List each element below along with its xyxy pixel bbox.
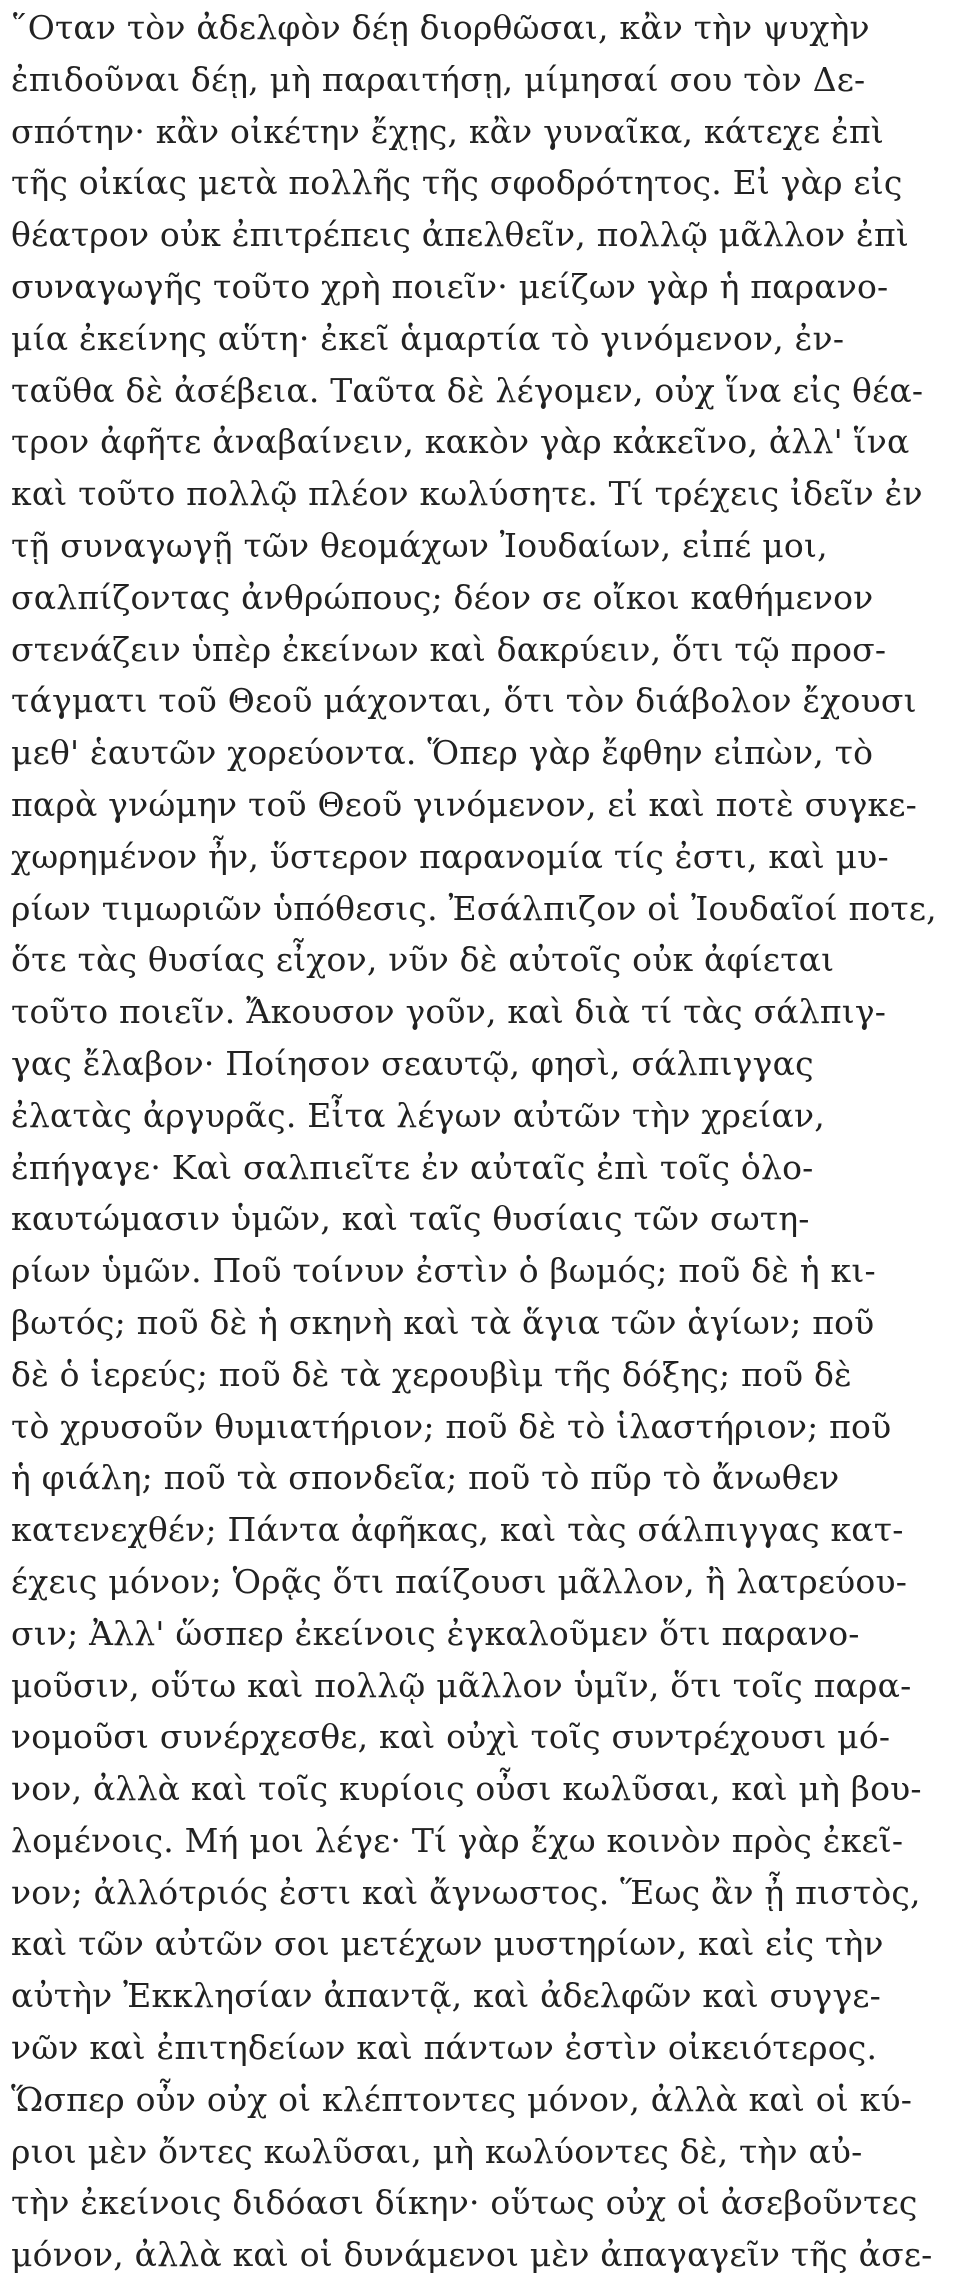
text-line: θέατρον οὐκ ἐπιτρέπεις ἀπελθεῖν, πολλῷ μᾶλλον ἐπὶ <box>11 215 909 255</box>
text-line: τῆς οἰκίας μετὰ πολλῆς τῆς σφοδρότητος. Εἰ γὰρ εἰς <box>11 163 903 203</box>
text-line: τοῦτο ποιεῖν. Ἄκουσον γοῦν, καὶ διὰ τί τὰς σάλπιγ- <box>11 992 887 1032</box>
text-line: παρὰ γνώμην τοῦ Θεοῦ γινόμενον, εἰ καὶ ποτὲ συγκε- <box>11 784 918 824</box>
text-line: τάγματι τοῦ Θεοῦ μάχονται, ὅτι τὸν διάβολον ἔχουσι <box>11 681 917 721</box>
text-line: σαλπίζοντας ἀνθρώπους; δέον σε οἴκοι καθήμενον <box>11 577 874 617</box>
text-line: συναγωγῆς τοῦτο χρὴ ποιεῖν· μείζων γὰρ ἡ παρανο- <box>11 266 889 306</box>
text-line: νῶν καὶ ἐπιτηδείων καὶ πάντων ἐστὶν οἰκειότερος. <box>11 2028 878 2068</box>
text-line: Ὥσπερ οὖν οὐχ οἱ κλέπτοντες μόνον, ἀλλὰ καὶ οἱ κύ- <box>11 2079 913 2119</box>
text-line: νον; ἀλλότριός ἐστι καὶ ἄγνωστος. Ἕως ἂν ᾖ πιστὸς, <box>11 1872 921 1912</box>
text-line: τρον ἀφῆτε ἀναβαίνειν, κακὸν γὰρ κἀκεῖνο, ἀλλ' ἵνα <box>11 422 910 462</box>
text-line: σπότην· κἂν οἰκέτην ἔχῃς, κἂν γυναῖκα, κάτεχε ἐπὶ <box>11 111 885 151</box>
text-line: έχεις μόνον; Ὁρᾷς ὅτι παίζουσι μᾶλλον, ἢ λατρεύου- <box>11 1561 908 1601</box>
text-line: ῞Οταν τὸν ἀδελφὸν δέῃ διορθῶσαι, κἂν τὴν ψυχὴν <box>11 8 870 47</box>
text-line: αὐτὴν Ἐκκλησίαν ἀπαντᾷ, καὶ ἀδελφῶν καὶ συγγε- <box>11 1976 882 2016</box>
text-line: δὲ ὁ ἱερεύς; ποῦ δὲ τὰ χερουβὶμ τῆς δόξης; ποῦ δὲ <box>11 1354 852 1394</box>
text-line: τὴν ἐκείνοις διδόασι δίκην· οὕτως οὐχ οἱ ἀσεβοῦντες <box>11 2183 918 2223</box>
text-line: σιν; Ἀλλ' ὥσπερ ἐκείνοις ἐγκαλοῦμεν ὅτι παρανο- <box>11 1613 860 1653</box>
text-line: ἐπήγαγε· Καὶ σαλπιεῖτε ἐν αὐταῖς ἐπὶ τοῖς ὁλο- <box>11 1147 814 1187</box>
text-line: ρίων τιμωριῶν ὑπόθεσις. Ἐσάλπιζον οἱ Ἰουδαῖοί ποτε, <box>11 888 937 928</box>
text-line: χωρημένον ἦν, ὕστερον παρανομία τίς ἐστι, καὶ μυ- <box>11 836 889 876</box>
text-line: βωτός; ποῦ δὲ ἡ σκηνὴ καὶ τὰ ἅγια τῶν ἁγίων; ποῦ <box>11 1302 875 1342</box>
text-line: γας ἔλαβον· Ποίησον σεαυτῷ, φησὶ, σάλπιγγας <box>11 1043 814 1083</box>
text-line: ταῦθα δὲ ἀσέβεια. Ταῦτα δὲ λέγομεν, οὐχ ἵνα εἰς θέα- <box>11 370 924 410</box>
text-line: νον, ἀλλὰ καὶ τοῖς κυρίοις οὖσι κωλῦσαι, καὶ μὴ βου- <box>11 1769 922 1809</box>
text-line: καυτώμασιν ὑμῶν, καὶ ταῖς θυσίαις τῶν σωτη- <box>11 1199 810 1239</box>
text-line: ὅτε τὰς θυσίας εἶχον, νῦν δὲ αὐτοῖς οὐκ ἀφίεται <box>11 940 835 980</box>
text-line: καὶ τῶν αὐτῶν σοι μετέχων μυστηρίων, καὶ εἰς τὴν <box>11 1924 884 1964</box>
text-line: ἡ φιάλη; ποῦ τὰ σπονδεῖα; ποῦ τὸ πῦρ τὸ ἄνωθεν <box>11 1458 840 1498</box>
body-text <box>11 2 951 2281</box>
text-line: τὸ χρυσοῦν θυμιατήριον; ποῦ δὲ τὸ ἱλαστήριον; ποῦ <box>11 1406 892 1446</box>
text-line: νομοῦσι συνέρχεσθε, καὶ οὐχὶ τοῖς συντρέχουσι μό- <box>11 1717 891 1757</box>
text-line: μόνον, ἀλλὰ καὶ οἱ δυνάμενοι μὲν ἀπαγαγεῖν τῆς ἀσε- <box>11 2235 933 2275</box>
text-line: ριοι μὲν ὄντες κωλῦσαι, μὴ κωλύοντες δὲ, τὴν αὐ- <box>11 2131 863 2171</box>
text-line: ρίων ὑμῶν. Ποῦ τοίνυν ἐστὶν ὁ βωμός; ποῦ δὲ ἡ κι- <box>11 1251 876 1291</box>
text-line: μοῦσιν, οὕτω καὶ πολλῷ μᾶλλον ὑμῖν, ὅτι τοῖς παρα- <box>11 1665 912 1705</box>
text-line: μεθ' ἑαυτῶν χορεύοντα. Ὅπερ γὰρ ἔφθην εἰπὼν, τὸ <box>11 733 874 773</box>
text-line: τῇ συναγωγῇ τῶν θεομάχων Ἰουδαίων, εἰπέ μοι, <box>11 525 828 565</box>
text-line: ἐπιδοῦναι δέῃ, μὴ παραιτήσῃ, μίμησαί σου τὸν Δε- <box>11 59 866 99</box>
text-line: ἐλατὰς ἀργυρᾶς. Εἶτα λέγων αὐτῶν τὴν χρείαν, <box>11 1095 825 1135</box>
text-line: μία ἐκείνης αὕτη· ἐκεῖ ἁμαρτία τὸ γινόμενον, ἐν- <box>11 318 845 358</box>
text-line: κατενεχθέν; Πάντα ἀφῆκας, καὶ τὰς σάλπιγγας κατ- <box>11 1510 904 1550</box>
text-line: λομένοις. Μή μοι λέγε· Τί γὰρ ἔχω κοινὸν πρὸς ἐκεῖ- <box>11 1820 904 1860</box>
text-line: καὶ τοῦτο πολλῷ πλέον κωλύσητε. Τί τρέχεις ἰδεῖν ἐν <box>11 474 923 514</box>
text-line: στενάζειν ὑπὲρ ἐκείνων καὶ δακρύειν, ὅτι τῷ προσ- <box>11 629 887 669</box>
